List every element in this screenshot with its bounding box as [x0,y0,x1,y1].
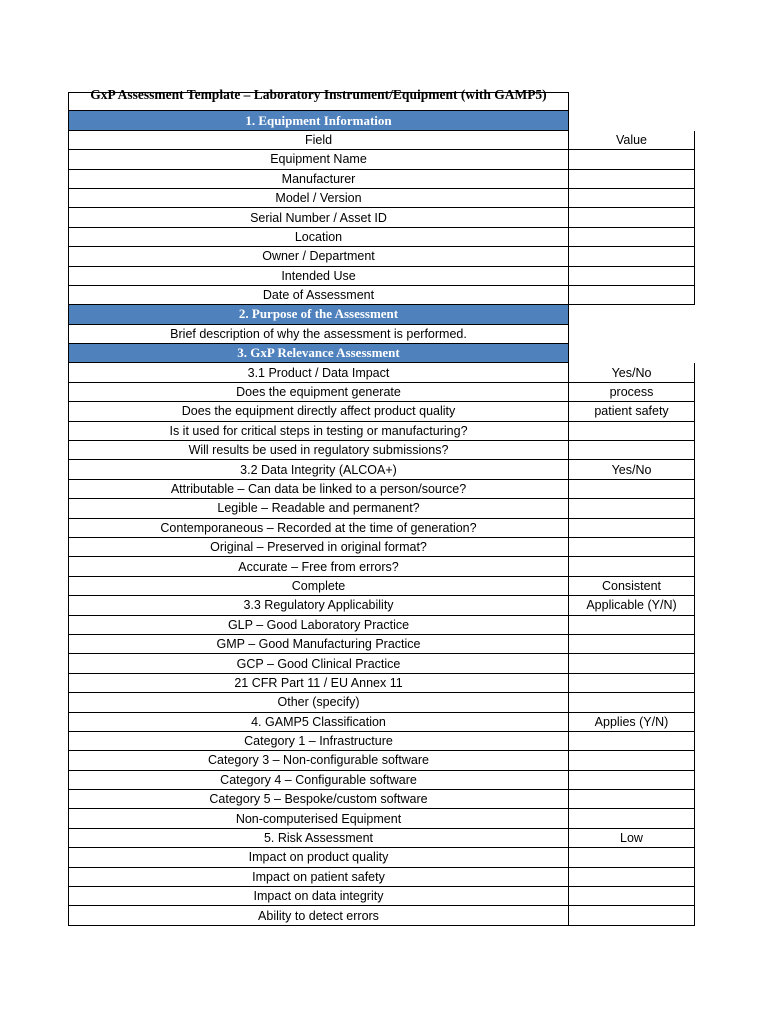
field-cell: 3.3 Regulatory Applicability [68,596,569,615]
table-row [68,170,695,189]
assessment-sheet [68,87,695,926]
value-cell[interactable] [568,286,695,305]
field-cell: Intended Use [68,267,569,286]
field-cell: GMP – Good Manufacturing Practice [68,635,569,654]
table-row [68,247,695,266]
table-row [68,228,695,247]
value-cell[interactable]: Consistent [568,577,695,596]
field-cell: Date of Assessment [68,286,569,305]
field-cell: Legible – Readable and permanent? [68,499,569,518]
field-cell: Manufacturer [68,170,569,189]
value-cell[interactable] [568,635,695,654]
table-row [68,771,695,790]
table-row [68,286,695,305]
value-cell[interactable] [568,751,695,770]
table-row [68,422,695,441]
value-cell[interactable] [568,480,695,499]
section-header: 3. GxP Relevance Assessment [68,344,569,363]
field-cell: Owner / Department [68,247,569,266]
value-cell[interactable] [568,654,695,673]
field-cell: Complete [68,577,569,596]
field-cell: Impact on data integrity [68,887,569,906]
value-cell[interactable]: patient safety [568,402,695,421]
value-cell[interactable] [568,906,695,925]
table-row [68,790,695,809]
field-cell: Brief description of why the assessment is performed. [68,325,569,344]
field-cell: Ability to detect errors [68,906,569,925]
table-row [68,577,695,596]
value-cell[interactable] [568,150,695,169]
value-cell[interactable]: Applies (Y/N) [568,713,695,732]
field-cell: Will results be used in regulatory submissions? [68,441,569,460]
field-cell: 5. Risk Assessment [68,829,569,848]
field-cell: GLP – Good Laboratory Practice [68,616,569,635]
value-cell[interactable] [568,422,695,441]
table-row [68,848,695,867]
field-cell: Serial Number / Asset ID [68,208,569,227]
value-cell[interactable] [568,848,695,867]
value-cell[interactable] [568,519,695,538]
value-cell[interactable] [568,557,695,576]
field-cell: Contemporaneous – Recorded at the time of generation? [68,519,569,538]
table-row [68,325,695,344]
field-cell: Accurate – Free from errors? [68,557,569,576]
table-row [68,189,695,208]
value-cell[interactable] [568,441,695,460]
field-cell: Original – Preserved in original format? [68,538,569,557]
table-row [68,267,695,286]
table-row [68,868,695,887]
section-header-row [68,111,695,130]
table-row [68,654,695,673]
table-row [68,713,695,732]
value-cell[interactable] [568,809,695,828]
document-title [68,87,569,111]
table-row [68,441,695,460]
value-cell[interactable] [568,887,695,906]
value-cell[interactable]: Value [568,131,695,150]
field-cell: Model / Version [68,189,569,208]
value-cell[interactable] [568,790,695,809]
table-row [68,887,695,906]
document-title-text: GxP Assessment Template – Laboratory Instrument/Equipment (with GAMP5) [90,87,547,102]
field-cell: GCP – Good Clinical Practice [68,654,569,673]
field-cell: Other (specify) [68,693,569,712]
field-cell: Attributable – Can data be linked to a person/source? [68,480,569,499]
section-header-row [68,344,695,363]
table-row [68,809,695,828]
value-cell[interactable] [568,693,695,712]
field-cell: Category 1 – Infrastructure [68,732,569,751]
table-row [68,596,695,615]
table-row [68,519,695,538]
field-cell: Location [68,228,569,247]
table-row [68,674,695,693]
table-row [68,150,695,169]
value-cell[interactable] [568,674,695,693]
field-cell: 21 CFR Part 11 / EU Annex 11 [68,674,569,693]
value-cell[interactable] [568,538,695,557]
value-cell[interactable] [568,868,695,887]
table-row [68,616,695,635]
field-cell: Category 5 – Bespoke/custom software [68,790,569,809]
value-cell[interactable] [568,189,695,208]
field-cell: Does the equipment generate [68,383,569,402]
table-row [68,480,695,499]
table-row [68,732,695,751]
field-cell: Impact on product quality [68,848,569,867]
table-row [68,363,695,382]
value-cell[interactable] [568,771,695,790]
value-cell[interactable]: process [568,383,695,402]
table-row [68,402,695,421]
title-row [68,87,695,111]
value-cell[interactable]: Yes/No [568,363,695,382]
value-cell[interactable] [568,267,695,286]
field-cell: Does the equipment directly affect product quality [68,402,569,421]
section-header: 2. Purpose of the Assessment [68,305,569,324]
value-cell[interactable] [568,170,695,189]
table-row [68,131,695,150]
table-row [68,906,695,925]
value-cell[interactable]: Yes/No [568,460,695,479]
field-cell: Equipment Name [68,150,569,169]
value-cell[interactable] [568,228,695,247]
table-row [68,557,695,576]
field-cell: Category 3 – Non-configurable software [68,751,569,770]
field-cell: 3.1 Product / Data Impact [68,363,569,382]
field-cell: Category 4 – Configurable software [68,771,569,790]
value-cell[interactable]: Low [568,829,695,848]
value-cell[interactable] [568,247,695,266]
section-header-row [68,305,695,324]
value-cell[interactable] [568,499,695,518]
field-cell: Field [68,131,569,150]
value-cell[interactable]: Applicable (Y/N) [568,596,695,615]
table-row [68,383,695,402]
table-row [68,829,695,848]
field-cell: Non-computerised Equipment [68,809,569,828]
field-cell: 3.2 Data Integrity (ALCOA+) [68,460,569,479]
section-header: 1. Equipment Information [68,111,569,130]
field-cell: 4. GAMP5 Classification [68,713,569,732]
value-cell[interactable] [568,616,695,635]
value-cell[interactable] [568,208,695,227]
table-row [68,635,695,654]
table-row [68,751,695,770]
table-row [68,538,695,557]
table-row [68,208,695,227]
value-cell[interactable] [568,732,695,751]
field-cell: Impact on patient safety [68,868,569,887]
table-row [68,499,695,518]
table-row [68,460,695,479]
table-row [68,693,695,712]
field-cell: Is it used for critical steps in testing or manufacturing? [68,422,569,441]
